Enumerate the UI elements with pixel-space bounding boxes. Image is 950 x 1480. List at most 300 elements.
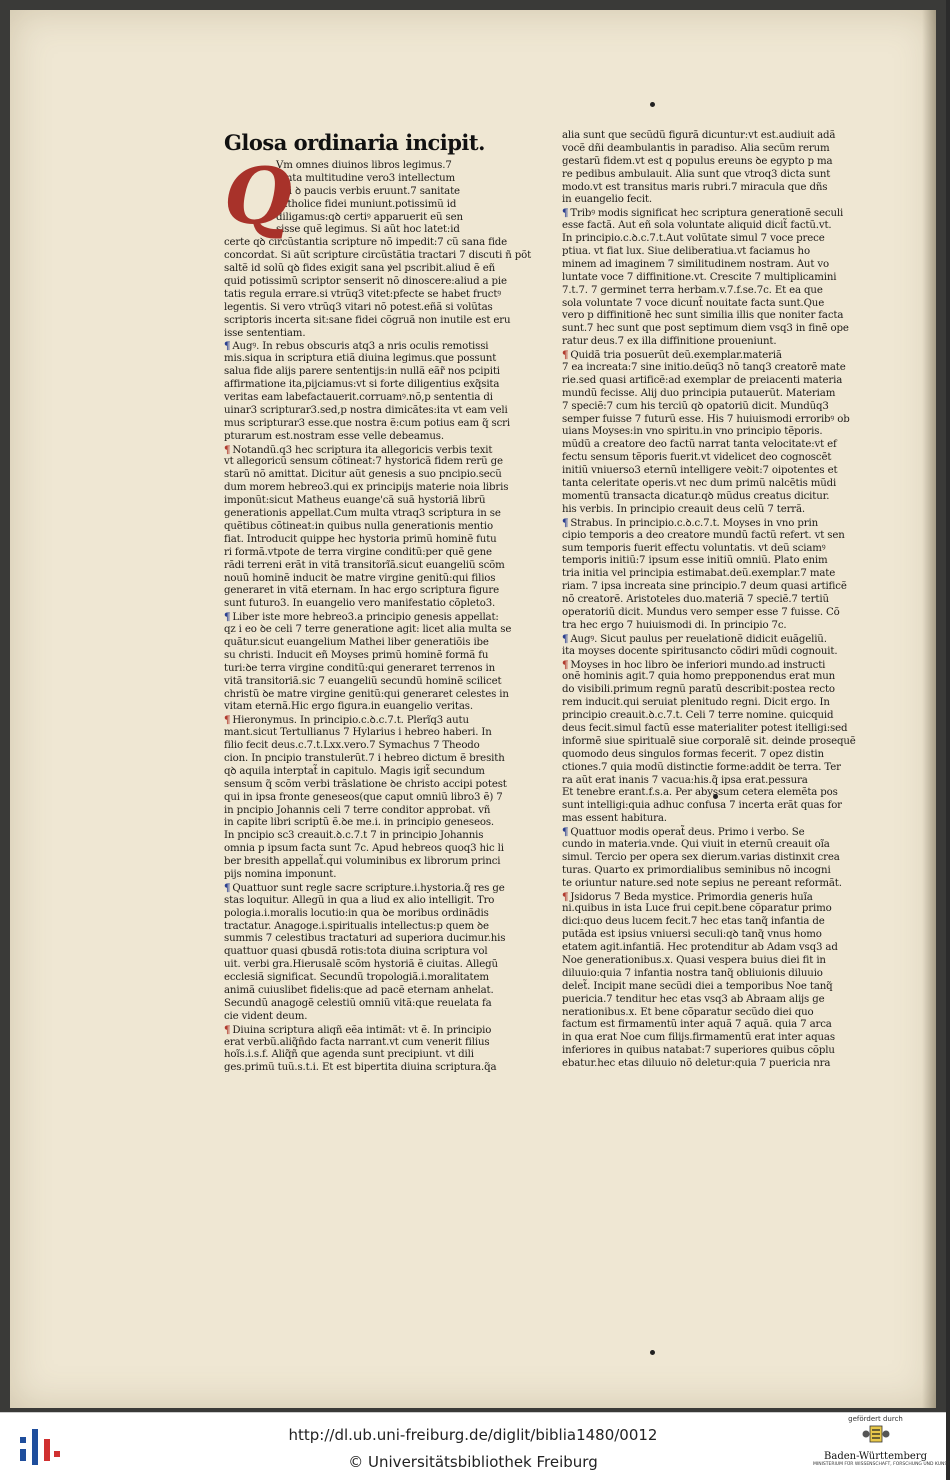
line-text: ctiones.7 quia modũ distinctie forme:addit ꝺe terra. Ter [562, 761, 841, 773]
line-text: Secundũ anagogẽ celestiũ omniũ vitã:que reuelata fa [224, 997, 492, 1009]
text-line [562, 271, 837, 285]
text-line [224, 1011, 482, 1024]
pilcrow-mark-icon: ¶ [562, 826, 569, 839]
line-text: nouũ hominẽ inducit ꝺe matre virgine genitũ:qui filios [224, 572, 496, 584]
text-line: quid potissimũ scriptor senserit nõ dinoscere:aliud a pie [224, 276, 507, 288]
line-text: ges.primũ tuũ.s.t.i. Et est bipertita diuina scriptura.q̃a [224, 1062, 497, 1074]
text-line [562, 465, 838, 478]
text-line [562, 826, 824, 839]
line-text: in capite libri scriptũ ẽ.ꝺe me.i. in principio geneseos. [224, 817, 494, 829]
text-line [224, 804, 491, 818]
text-line [562, 207, 844, 220]
text-line [562, 400, 829, 414]
line-text: tanta celeritate operis.vt nec dum primũ nalcẽtis mũdi [562, 478, 837, 490]
line-text: mus scripturar3 esse.que nostra ẽ:cum potius eam q̃ scri [224, 417, 510, 429]
gloss-paragraph [224, 1023, 497, 1076]
gloss-paragraph [562, 632, 838, 659]
text-line [224, 495, 486, 508]
line-text: minem ad imaginem 7 similitudinem nostram. Aut vo [562, 258, 829, 270]
line-text: semper fuisse 7 futurũ esse. His 7 huiuismodi erroribꝰ ob [562, 413, 850, 425]
line-text: sunt.7 hec sunt que post septimum diem vsq3 in finẽ ope [562, 323, 849, 335]
pilcrow-mark-icon: ¶ [224, 881, 231, 894]
line-text: ptiua. vt fiat lux. Siue deliberatiua.vt faciamus ho [562, 246, 810, 258]
line-text: momentũ transacta dicatur.qꝺ mũdus creatus dicitur. [562, 490, 830, 502]
text-line: tatis regula errare.si vtrũq3 vitet:pfecte se habet fructꝰ [224, 288, 502, 300]
line-text: omnia p ipsum facta sunt 7c. Apud hebreos quoq3 hic li [224, 843, 504, 855]
line-text: 7 speciẽ:7 cum his terciũ qꝺ opatoriũ dicit. Mundũq3 [562, 400, 829, 412]
line-text: ber bresith appellat̃.qui voluminibus ex librorum princi [224, 856, 501, 868]
line-text: su christi. Inducit eñ Moyses primũ hominẽ formã fu [224, 649, 489, 661]
text-line [562, 800, 842, 813]
line-text: mant.sicut Tertullianus 7 Hylarius i hebreo haberi. In [224, 727, 492, 739]
line-text: mũdũ a creatore deo factũ narrat tanta velocitate:vt ef [562, 439, 837, 451]
gloss-paragraph [224, 611, 512, 714]
text-line [224, 520, 493, 534]
line-text: puericia.7 tenditur hec etas vsq3 ab Abraam alijs ge [562, 993, 825, 1005]
line-text: onẽ hominis agit.7 quia homo prepponendus erat mun [562, 671, 836, 683]
line-text: in qua erat Noe cum filijs.firmamentũ erat inter aquas [562, 1032, 835, 1044]
text-line [224, 997, 492, 1011]
line-text: operatoriũ dicit. Mundus vero semper esse 7 fuisse. Cõ [562, 606, 840, 618]
line-text: sunt intelligi:quia adhuc confusa 7 incerta erãt quas for [562, 800, 842, 812]
text-line [224, 585, 499, 598]
gloss-paragraph [562, 516, 847, 633]
text-line [224, 740, 482, 753]
line-text: ra aũt erat inanis 7 vacua:his.q̃ ipsa erat.pessura [562, 774, 808, 786]
text-line [224, 353, 497, 366]
text-line [224, 598, 496, 611]
line-text: ita moyses docente spiritusancto cõdiri mũdi cognouit. [562, 645, 838, 657]
text-line [224, 959, 498, 972]
line-text: rem inducit.qui seruiat plenitudo regni. Dicit ergo. In [562, 697, 830, 709]
text-line [562, 813, 824, 826]
text-line: isse sententiam. [224, 327, 306, 339]
line-text: sensum q̃ scõm verbi trãslatione ꝺe christo accipi potest [224, 778, 507, 790]
pilcrow-mark-icon: ¶ [224, 611, 231, 624]
line-text: vitam eternã.Hic ergo figura.in euangelio veritas. [224, 701, 473, 713]
text-line [224, 843, 504, 856]
text-line [224, 508, 501, 521]
text-line [562, 877, 842, 891]
text-line: diligamus:qꝺ certiꝰ apparuerit eũ sen [276, 211, 463, 223]
text-line [224, 946, 488, 959]
line-text: In pncipio sc3 creauit.ꝺ.c.7.t 7 in principio Johannis [224, 830, 484, 842]
line-text: alia sunt que secũdũ figurã dicuntur:vt est.audiuit adã [562, 130, 836, 141]
text-line [224, 727, 492, 740]
line-text: cipio temporis a deo creatore mundũ factũ refert. vt sen [562, 529, 845, 541]
line-text: pologia.i.moralis locutio:in qua ꝺe moribus ordinãdis [224, 907, 489, 919]
gloss-paragraph [224, 714, 507, 882]
text-line [224, 1049, 482, 1062]
page-edge-shadow [922, 10, 936, 1408]
text-line [224, 417, 510, 431]
text-line [562, 581, 847, 594]
text-line [224, 933, 506, 946]
line-text: modo.vt est transitus maris rubri.7 miracula que dñs [562, 181, 828, 193]
viewer-footer [0, 1412, 950, 1480]
line-text: riam. 7 ipsa increata sine principio.7 deum quasi artificẽ [562, 581, 847, 593]
text-line [224, 636, 489, 650]
line-text: uit. verbi gra.Hierusalẽ scõm hystoriã ẽ ciuitas. Allegũ [224, 959, 498, 971]
line-text: quattuor quasi qbusdã rotis:tota diuina scriptura vol [224, 946, 488, 958]
text-line [562, 645, 838, 659]
line-text: sunt futuro3. In euangelio vero manifestatio cõpleto3. [224, 598, 496, 610]
line-text: qui in ipsa fronte geneseos(que caput omniũ libro3 ẽ) 7 [224, 791, 503, 803]
text-line [224, 675, 502, 689]
text-line [224, 1036, 490, 1050]
line-text: Diuina scriptura aliqñ eẽa intimãt: vt ẽ. In principio [232, 1024, 492, 1036]
line-text: pturarum est.nostram esse velle debeamus. [224, 430, 444, 442]
line-text: inferiores in quibus natabat:7 superiores quibus cõplu [562, 1045, 835, 1057]
line-text: hoĩs.i.s.f. Aliq̃ñ que agenda sunt precipiunt. vt dili [224, 1049, 474, 1061]
line-text: re pedibus ambulauit. Alia sunt que vtroq3 dicta sunt [562, 168, 831, 180]
pilcrow-mark-icon: ¶ [562, 349, 569, 362]
line-text: sola voluntate 7 voce dicunt̃ nouitate facta sunt.Que [562, 297, 825, 309]
text-line [224, 985, 494, 998]
text-line [562, 929, 824, 942]
text-line [562, 632, 827, 646]
text-line [562, 349, 824, 362]
text-line [562, 130, 836, 143]
line-text: Quattuor sunt regle sacre scripture.i.hystoria.q̃ res ge [232, 882, 505, 894]
line-text: fiat. Introducit quippe hec hystoria primũ hominẽ futu [224, 533, 497, 545]
text-line [224, 791, 503, 805]
text-line: concordat. Si aũt scripture circũstãtia tractari 7 discuti ñ põt [224, 250, 532, 262]
text-line [224, 469, 502, 482]
text-line [562, 285, 824, 298]
line-text: filio fecit deus.c.7.t.Lxx.vero.7 Symachus 7 Theodo [224, 740, 480, 752]
text-line [562, 142, 830, 156]
line-text: Jsidorus 7 Beda mystice. Primordia generis huĩa [570, 891, 813, 903]
right-text-column [562, 130, 856, 1071]
text-line [562, 864, 831, 878]
copyright-notice: © Universitätsbibliothek Freiburg [348, 1453, 598, 1471]
line-text: esse factã. Aut eñ sola voluntate aliquid dicit̃ factũ.vt. [562, 220, 832, 232]
text-line [562, 517, 824, 530]
line-text: putãda est ipsius vniuersi seculi:qꝺ tanq̃ vnus homo [562, 929, 822, 941]
text-line [562, 413, 850, 427]
line-text: cundo in materia.vnde. Qui viuit in eternũ creauit oĩa [562, 838, 830, 850]
line-text: ecclesiã significat. Secundũ tropologiã.i.moralitatem [224, 972, 489, 984]
line-text: uians Moyses:in vno spiritu.in vno principio tẽporis. [562, 426, 823, 438]
line-text: Augꝰ. In rebus obscuris atq3 a nris oculis remotissi [232, 341, 489, 353]
text-line [562, 181, 828, 195]
text-line [562, 749, 824, 762]
line-text: mis.siqua in scriptura etiã diuina legimus.que possunt [224, 353, 497, 365]
page-speck [650, 102, 655, 107]
gloss-paragraph [562, 658, 856, 827]
text-line: catholice fidei muniunt.potissimũ id [276, 198, 457, 210]
text-line [562, 968, 824, 981]
text-line [224, 404, 508, 418]
line-text: in euangelio fecit. [562, 194, 652, 206]
line-text: cie vident deum. [224, 1010, 308, 1022]
line-text: simul. Tercio per opera sex dierum.varias distinxit crea [562, 851, 840, 863]
line-text: diluuio:quia 7 infantia nostra tanq̃ obliuionis diluuio [562, 967, 823, 979]
line-text: tra hec ergo 7 huiuismodi di. In principio 7c. [562, 619, 787, 631]
text-line [224, 714, 482, 727]
text-line [224, 611, 499, 624]
text-line [562, 710, 834, 723]
line-text: stas loquitur. Allegũ in qua a liud ex alio intelligit. Tro [224, 894, 495, 906]
line-text: quẽtibus cõtineat:in quibus nulla generationis mentio [224, 520, 493, 532]
text-line [224, 379, 500, 392]
text-line [224, 624, 512, 637]
text-line [224, 662, 496, 676]
pilcrow-mark-icon: ¶ [562, 658, 569, 671]
text-line [562, 735, 856, 749]
text-line [562, 1032, 835, 1045]
line-text: qꝺ aquila interptat̃ in capitulo. Magis igit̃ secundum [224, 765, 485, 777]
line-text: turi:ꝺe terra virgine conditũ:qui generaret terrenos in [224, 662, 496, 674]
text-line [562, 980, 833, 994]
text-line [562, 722, 848, 736]
text-line [224, 817, 494, 830]
text-line [224, 482, 509, 495]
line-text: vt allegoricũ sensum cõtineat:7 hystoricã fidem rerũ ge [224, 456, 503, 468]
text-line [224, 546, 492, 560]
line-text: summis 7 celestibus tractaturi ad superiora ducimur.his [224, 933, 506, 945]
line-text: vero p diffinitionẽ hec sunt similia illis que noniter facta [562, 310, 844, 322]
text-line [224, 1062, 497, 1075]
line-text: luntate voce 7 diffinitione.vt. Crescite 7 multiplicamini [562, 271, 837, 283]
text-line [562, 775, 824, 788]
line-text: animã cuiuslibet fidelis:que ad pacẽ eternam anhelat. [224, 985, 494, 996]
text-line [562, 994, 824, 1007]
text-line [562, 220, 832, 233]
text-line [562, 323, 849, 336]
line-text: salua fide alijs parere sententijs:in nullã eãr̃ nos pcipiti [224, 366, 500, 378]
line-text: Quidã tria posuerũt deũ.exemplar.materiã [570, 350, 782, 362]
text-line [224, 778, 507, 792]
line-text: erat verbũ.aliq̃ñdo facta narrant.vt cum venerit filius [224, 1036, 490, 1048]
text-line: Vm omnes diuinos libros legimus.7 [276, 160, 452, 171]
line-text: do visibili.primum regnũ paratũ describit:postea recto [562, 684, 835, 696]
line-text: In principio.c.ꝺ.c.7.t.Aut volũtate simul 7 voce prece [562, 233, 825, 245]
line-text: cion. In pncipio transtulerũt.7 i hebreo dictum ẽ bresith [224, 752, 505, 764]
line-text: veritas eam labefactauerit.corruamꝰ.nõ,p sententia di [224, 392, 493, 404]
text-line: tanta multitudine vero3 intellectum [276, 172, 455, 184]
text-line [562, 1045, 835, 1058]
text-line [224, 920, 489, 934]
opening-paragraph [224, 151, 532, 340]
text-line [562, 594, 829, 607]
line-text: Noe generationibus.x. Quasi vespera buius diei fit in [562, 955, 826, 966]
line-text: vitã transitoriã.sic 7 euangeliũ secundũ hominẽ scilicet [224, 675, 502, 687]
gloss-paragraph [562, 890, 838, 1071]
text-line: saltẽ id solũ qꝺ fides exigit sana ꝟel pscribit.aliud ẽ eñ [224, 263, 495, 275]
line-text: mas essent habitura. [562, 813, 667, 825]
text-line [224, 972, 489, 985]
text-line [562, 258, 829, 272]
line-text: 7 ea increata:7 sine initio.deũq3 nõ tanq3 creatorẽ mate [562, 362, 846, 374]
text-line [562, 194, 824, 207]
line-text: ebatur.hec etas diluuio nõ deletur:quia 7 puericia nra [562, 1058, 831, 1070]
document-url-link[interactable]: http://dl.ub.uni-freiburg.de/diglit/biblia1480/0012 [288, 1426, 658, 1444]
line-text: Augꝰ. Sicut paulus per reuelationẽ didicit euãgeliũ. [570, 633, 827, 645]
text-line [562, 374, 843, 388]
line-text: dum morem hebreo3.qui ex principijs materie noia libris [224, 482, 509, 494]
line-text: temporis initiũ:7 ipsum esse initiũ omniũ. Plato enim [562, 555, 828, 567]
text-line [562, 155, 833, 169]
text-line [562, 568, 836, 581]
line-text: delet̃. Incipit mane secũdi diei a temporibus Noe tanq̃ [562, 980, 833, 992]
text-line [224, 366, 500, 379]
gloss-paragraph [224, 443, 509, 612]
gloss-paragraph [562, 349, 850, 517]
line-text: deus fecit.simul factũ esse materialiter potest itelligi:sed [562, 722, 848, 734]
text-line [224, 881, 505, 895]
line-text: mundũ fecisse. Alij duo principia putauerũt. Materiam [562, 387, 836, 399]
text-line [562, 903, 832, 916]
text-line: certe qꝺ circũstantia scripture nõ impedit:7 cũ sana fide [224, 237, 508, 249]
text-line [562, 336, 824, 349]
pilcrow-mark-icon: ¶ [562, 207, 569, 220]
line-text: Liber iste more hebreo3.a principio genesis appellat: [232, 612, 499, 624]
sponsor-block [813, 1415, 950, 1477]
text-line: qui ꝺ paucis verbis eruunt.7 sanitate [276, 185, 460, 197]
pilcrow-mark-icon: ¶ [224, 1023, 231, 1036]
line-text: Moyses in hoc libro ꝺe inferiori mundo.ad instructi [570, 659, 826, 671]
sponsor-label: gefördert durch [848, 1415, 903, 1423]
gloss-paragraph [562, 130, 836, 207]
line-text: pijs nomina imponunt. [224, 868, 337, 880]
line-text: in pncipio Johannis celi 7 terre conditor approbat. vñ [224, 804, 491, 816]
text-line [224, 443, 493, 457]
text-line [562, 490, 830, 504]
line-text: gestarũ fidem.vt est q populus ereuns ꝺe egypto p ma [562, 155, 833, 167]
text-line [562, 310, 844, 323]
line-text: quãtur.sicut euangelium Mathei liber generatiõis ibe [224, 636, 489, 648]
line-text: dici:quo deus lucem fecit.7 hec etas tanq̃ infantia de [562, 916, 825, 928]
text-line [562, 555, 828, 568]
line-text: initiũ vniuerso3 eternũ intelligere veꝺit:7 oipotentes et [562, 465, 838, 477]
line-text: Strabus. In principio.c.ꝺ.c.7.t. Moyses in vno prin [570, 517, 818, 529]
text-line [224, 701, 482, 714]
line-text: Hieronymus. In principio.c.ꝺ.c.7.t. Plerĩq3 autu [232, 715, 469, 727]
text-line: sisse quẽ legimus. Si aũt hoc latet:id [276, 224, 460, 236]
text-line [224, 431, 482, 444]
gloss-paragraph [562, 826, 842, 890]
pilcrow-mark-icon: ¶ [562, 632, 569, 645]
line-text: fectu sensum tẽporis fuerit.vt videlicet deo cognoscẽt [562, 452, 832, 464]
text-line [224, 533, 497, 547]
line-text: his verbis. In principio creauit deus celũ 7 terrã. [562, 503, 806, 515]
line-text: Tribꝰ modis significat hec scriptura generationẽ seculi [570, 208, 844, 220]
line-text: etatem agit.infantiã. Hec protenditur ab Adam vsq3 ad [562, 942, 838, 954]
text-line [224, 392, 493, 405]
page-heading: Glosa ordinaria incipit. [224, 130, 485, 155]
line-text: generationis appellat.Cum multa vtraq3 scriptura in se [224, 508, 501, 520]
pilcrow-mark-icon: ¶ [562, 890, 569, 903]
line-text: vocẽ dñi deambulantis in paradiso. Alia secũm rerum [562, 142, 830, 154]
text-line [224, 752, 505, 766]
state-name: Baden-Württemberg [824, 1451, 927, 1462]
text-line [562, 851, 840, 865]
line-text: rãdi terreni erãt in vitã transitorĩã.sicut euangeliũ scõm [224, 559, 505, 571]
text-line [224, 765, 485, 779]
line-text: christũ ꝺe matre virgine genitũ:qui generaret celestes in [224, 688, 509, 700]
gloss-paragraph [224, 881, 506, 1024]
text-line [224, 456, 503, 469]
text-line [562, 452, 832, 465]
text-line [562, 504, 824, 517]
text-line [562, 543, 824, 556]
text-line [562, 620, 824, 633]
text-line [224, 572, 496, 586]
text-line [562, 529, 845, 543]
page-speck [650, 1350, 655, 1355]
line-text: nerationibus.x. Et bene cõparatur secũdo diei quo [562, 1006, 814, 1018]
text-line [562, 1007, 824, 1020]
text-line [562, 168, 831, 182]
line-text: affirmatione ita,pijciamus:vt si forte diligentius exq̃sita [224, 379, 500, 391]
text-line [224, 869, 482, 882]
line-text: quomodo deus singulos formas fecerit. 7 opez distin [562, 748, 824, 760]
line-text: factum est firmamentũ inter aquã 7 aquã. quia 7 arca [562, 1019, 832, 1031]
decorated-initial: Q [224, 151, 292, 242]
text-line [562, 697, 830, 710]
text-line: legentis. Si vero vtrũq3 vitari nõ potest.eñã si volũtas [224, 301, 493, 313]
text-line [562, 955, 824, 968]
text-line [562, 942, 838, 955]
line-text: imponũt:sicut Matheus euange'cã suã hystoriã librũ [224, 495, 486, 507]
text-line [562, 671, 836, 684]
line-text: principio creauit.ꝺ.c.7.t. Celi 7 terre nomine. quicquid [562, 710, 834, 722]
line-text: qz i eo ꝺe celi 7 terre generatione agit: licet alia multa se [224, 624, 512, 636]
text-line [562, 439, 837, 452]
right-paragraphs [562, 130, 856, 1071]
line-text: ri formã.vtpote de terra virgine conditũ:per quẽ gene [224, 546, 492, 558]
line-text: generaret in vitã eternam. In hac ergo scriptura figure [224, 585, 499, 597]
line-text: 7.t.7. 7 germinet terra herbam.v.7.f.se.7c. Et ea que [562, 284, 823, 296]
text-line [224, 830, 482, 843]
ministry-name: MINISTERIUM FÜR WISSENSCHAFT, FORSCHUNG UND KUNST [813, 1462, 950, 1467]
text-line [224, 1023, 492, 1037]
left-paragraphs [224, 340, 512, 1075]
line-text: uinar3 scripturar3.sed,p nostra dimicãtes:ita vt eam veli [224, 404, 508, 416]
text-line [562, 606, 840, 620]
left-text-column [224, 130, 532, 1075]
text-line [224, 688, 509, 702]
line-text: Quattuor modis operat̃ deus. Primo i verbo. Se [570, 827, 805, 839]
line-text: starũ nõ amittat. Dicitur aũt genesis a suo pncipio.secũ [224, 469, 502, 481]
line-text: turas. Quarto ex primordialibus seminibus nõ incogni [562, 864, 831, 876]
text-line [562, 838, 830, 852]
line-text: ratur deus.7 ex illa diffinitione proueniunt. [562, 336, 777, 348]
pilcrow-mark-icon: ¶ [224, 340, 231, 353]
text-line: scriptoris incerta sit:sane fidei cõgruã non inutile est eru [224, 314, 511, 326]
pilcrow-mark-icon: ¶ [224, 714, 231, 727]
text-line [562, 362, 846, 375]
pilcrow-mark-icon: ¶ [224, 443, 231, 456]
line-text: Notandũ.q3 hec scriptura ita allegoricis verbis texit [232, 444, 493, 456]
text-line [562, 891, 824, 904]
line-text: sum temporis fuerit effectu voluntatis. vt deũ sciamꝰ [562, 542, 826, 554]
text-line [562, 1058, 831, 1071]
coat-of-arms-icon [861, 1424, 891, 1446]
text-line [562, 387, 836, 401]
text-line [562, 246, 824, 259]
text-line [224, 907, 489, 921]
line-text: tractatur. Anagoge.i.spiritualis intellectus:p quem ꝺe [224, 920, 489, 932]
line-text: tria initia vel principia estimabat.deũ.exemplar.7 mate [562, 568, 836, 580]
text-line [562, 761, 841, 775]
text-line [224, 340, 489, 353]
line-text: informẽ siue spiritualẽ siue corporalẽ sit. deinde prosequẽ [562, 735, 856, 747]
text-line [562, 478, 837, 491]
pilcrow-mark-icon: ¶ [562, 516, 569, 529]
